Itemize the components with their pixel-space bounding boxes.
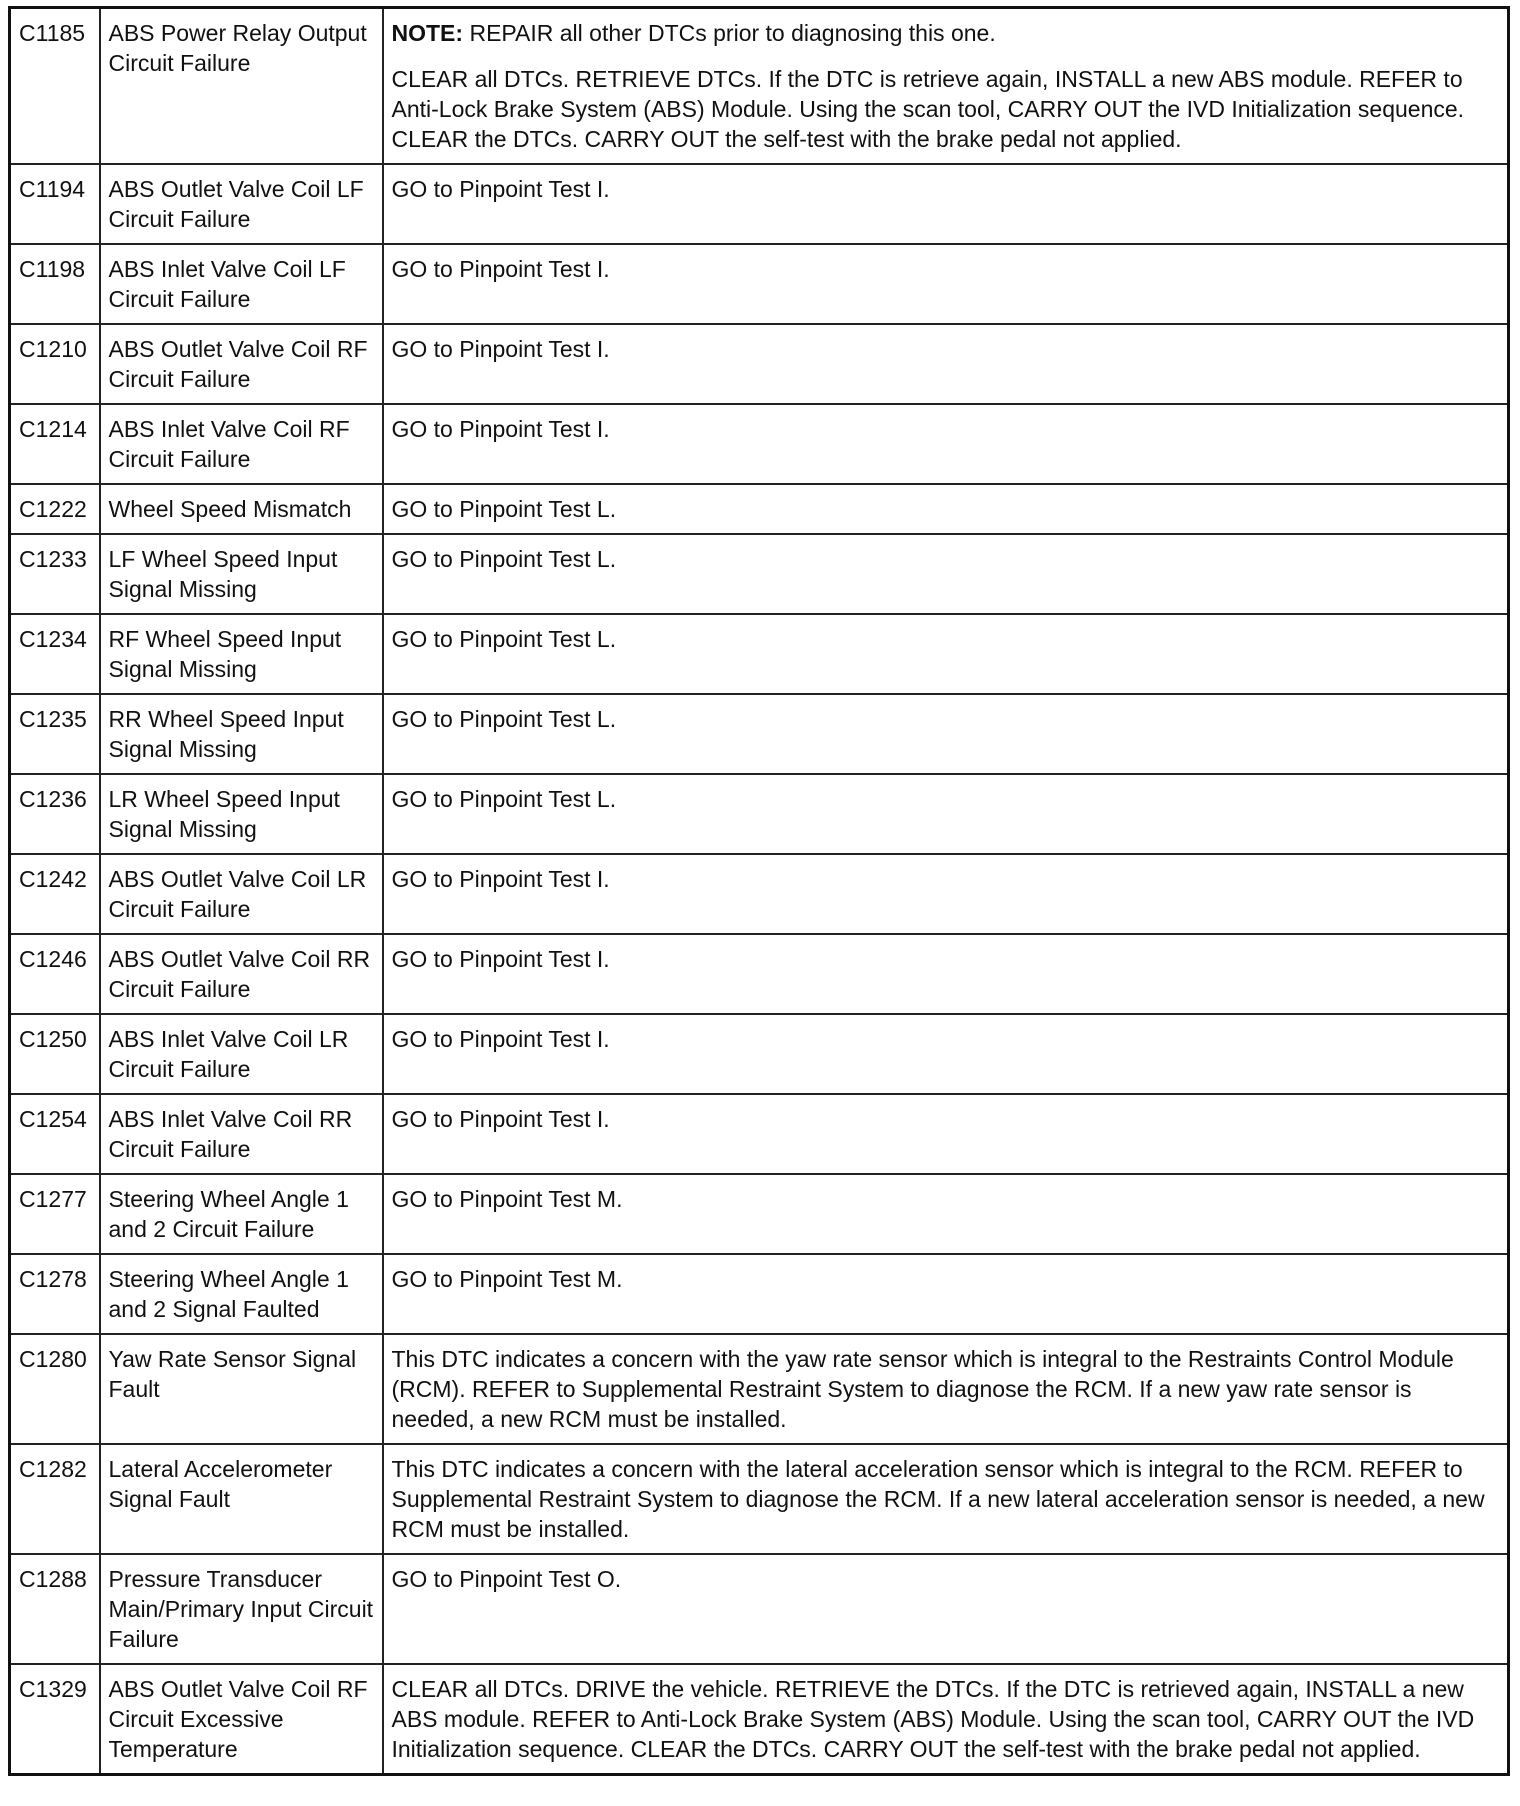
dtc-code: C1288: [10, 1554, 100, 1664]
dtc-action: This DTC indicates a concern with the yaw rate sensor which is integral to the Restraints Control Module (RCM). REFER to Supplemental Restraint System to diagnose the RCM. If a new yaw rate sensor is needed, a new RCM must be installed.: [383, 1334, 1509, 1444]
note-label: NOTE:: [391, 20, 464, 46]
table-row: [10, 854, 1509, 934]
dtc-code: C1254: [10, 1094, 100, 1174]
dtc-action: GO to Pinpoint Test L.: [383, 694, 1509, 774]
dtc-action: GO to Pinpoint Test M.: [383, 1254, 1509, 1334]
dtc-description: ABS Outlet Valve Coil RR Circuit Failure: [100, 934, 383, 1014]
table-row: [10, 1554, 1509, 1664]
table-row: [10, 1014, 1509, 1094]
dtc-code: C1194: [10, 164, 100, 244]
dtc-action: GO to Pinpoint Test I.: [383, 324, 1509, 404]
table-row: [10, 534, 1509, 614]
dtc-description: LF Wheel Speed Input Signal Missing: [100, 534, 383, 614]
dtc-action: GO to Pinpoint Test L.: [383, 484, 1509, 534]
dtc-action: [383, 8, 1509, 165]
dtc-description: ABS Inlet Valve Coil LR Circuit Failure: [100, 1014, 383, 1094]
dtc-action: GO to Pinpoint Test I.: [383, 244, 1509, 324]
dtc-description: Wheel Speed Mismatch: [100, 484, 383, 534]
dtc-description: ABS Inlet Valve Coil RF Circuit Failure: [100, 404, 383, 484]
dtc-code: C1242: [10, 854, 100, 934]
dtc-code: C1233: [10, 534, 100, 614]
dtc-code: C1250: [10, 1014, 100, 1094]
dtc-code: C1278: [10, 1254, 100, 1334]
table-row: [10, 484, 1509, 534]
table-row: [10, 324, 1509, 404]
dtc-description: Yaw Rate Sensor Signal Fault: [100, 1334, 383, 1444]
table-row: [10, 8, 1509, 165]
table-row: [10, 1334, 1509, 1444]
dtc-action: GO to Pinpoint Test I.: [383, 404, 1509, 484]
dtc-code: C1277: [10, 1174, 100, 1254]
dtc-action: This DTC indicates a concern with the lateral acceleration sensor which is integral to the RCM. REFER to Supplemental Restraint System to diagnose the RCM. If a new lateral acceleration sensor is needed, a new RCM must be installed.: [383, 1444, 1509, 1554]
table-row: [10, 614, 1509, 694]
dtc-description: Pressure Transducer Main/Primary Input Circuit Failure: [100, 1554, 383, 1664]
dtc-code: C1185: [10, 8, 100, 165]
dtc-code: C1210: [10, 324, 100, 404]
dtc-action: GO to Pinpoint Test L.: [383, 614, 1509, 694]
table-row: [10, 1444, 1509, 1554]
table-row: [10, 404, 1509, 484]
table-row: [10, 1664, 1509, 1775]
table-row: [10, 1174, 1509, 1254]
dtc-action: GO to Pinpoint Test L.: [383, 774, 1509, 854]
dtc-code: C1234: [10, 614, 100, 694]
dtc-description: RR Wheel Speed Input Signal Missing: [100, 694, 383, 774]
table-row: [10, 164, 1509, 244]
dtc-code: C1246: [10, 934, 100, 1014]
table-row: [10, 1254, 1509, 1334]
dtc-description: Steering Wheel Angle 1 and 2 Circuit Failure: [100, 1174, 383, 1254]
note-text: REPAIR all other DTCs prior to diagnosing this one.: [463, 20, 996, 46]
dtc-table: [8, 6, 1510, 1776]
dtc-action: GO to Pinpoint Test I.: [383, 164, 1509, 244]
dtc-action: GO to Pinpoint Test L.: [383, 534, 1509, 614]
dtc-code: C1282: [10, 1444, 100, 1554]
dtc-description: LR Wheel Speed Input Signal Missing: [100, 774, 383, 854]
dtc-action: CLEAR all DTCs. DRIVE the vehicle. RETRIEVE the DTCs. If the DTC is retrieved again, INSTALL a new ABS module. REFER to Anti-Lock Brake System (ABS) Module. Using the scan tool, CARRY OUT the IVD Initialization sequence. CLEAR the DTCs. CARRY OUT the self-test with the brake pedal not applied.: [383, 1664, 1509, 1775]
table-row: [10, 244, 1509, 324]
note-paragraph: [392, 18, 1502, 48]
dtc-action: GO to Pinpoint Test I.: [383, 934, 1509, 1014]
dtc-action: GO to Pinpoint Test I.: [383, 1094, 1509, 1174]
dtc-code: C1236: [10, 774, 100, 854]
dtc-description: ABS Power Relay Output Circuit Failure: [100, 8, 383, 165]
dtc-code: C1280: [10, 1334, 100, 1444]
table-row: [10, 1094, 1509, 1174]
table-row: [10, 694, 1509, 774]
dtc-description: ABS Outlet Valve Coil LF Circuit Failure: [100, 164, 383, 244]
dtc-description: RF Wheel Speed Input Signal Missing: [100, 614, 383, 694]
dtc-description: Steering Wheel Angle 1 and 2 Signal Faulted: [100, 1254, 383, 1334]
action-paragraph: CLEAR all DTCs. RETRIEVE DTCs. If the DTC is retrieve again, INSTALL a new ABS module. REFER to Anti-Lock Brake System (ABS) Module. Using the scan tool, CARRY OUT the IVD Initialization sequence. CLEAR the DTCs. CARRY OUT the self-test with the brake pedal not applied.: [391, 66, 1465, 152]
dtc-code: C1222: [10, 484, 100, 534]
dtc-description: ABS Outlet Valve Coil RF Circuit Failure: [100, 324, 383, 404]
dtc-description: Lateral Accelerometer Signal Fault: [100, 1444, 383, 1554]
table-row: [10, 774, 1509, 854]
dtc-code: C1329: [10, 1664, 100, 1775]
dtc-description: ABS Outlet Valve Coil RF Circuit Excessive Temperature: [100, 1664, 383, 1775]
dtc-action: GO to Pinpoint Test I.: [383, 1014, 1509, 1094]
dtc-action: GO to Pinpoint Test I.: [383, 854, 1509, 934]
dtc-code: C1198: [10, 244, 100, 324]
dtc-code: C1235: [10, 694, 100, 774]
dtc-description: ABS Inlet Valve Coil RR Circuit Failure: [100, 1094, 383, 1174]
dtc-description: ABS Inlet Valve Coil LF Circuit Failure: [100, 244, 383, 324]
table-row: [10, 934, 1509, 1014]
dtc-action: GO to Pinpoint Test O.: [383, 1554, 1509, 1664]
dtc-action: GO to Pinpoint Test M.: [383, 1174, 1509, 1254]
dtc-description: ABS Outlet Valve Coil LR Circuit Failure: [100, 854, 383, 934]
dtc-code: C1214: [10, 404, 100, 484]
